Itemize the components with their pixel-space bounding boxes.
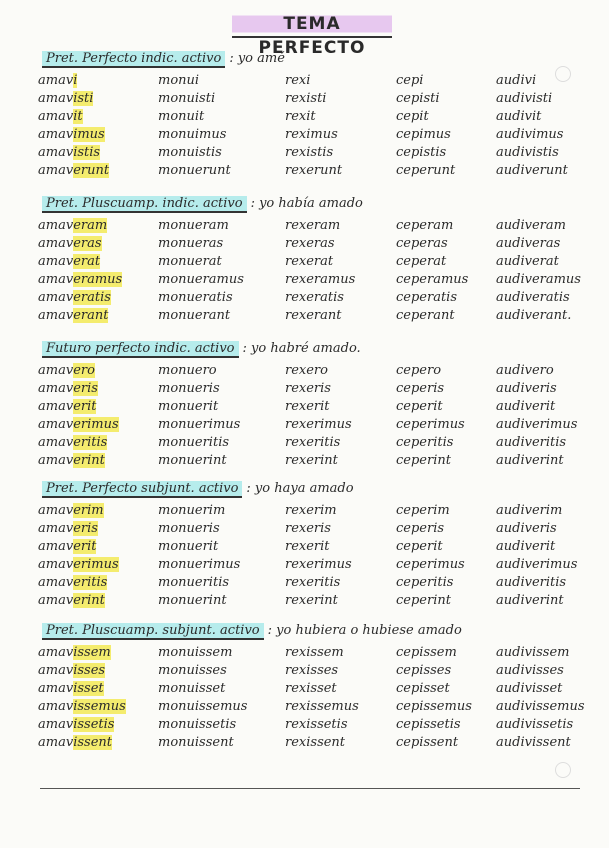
tense-meaning: : yo haya amado — [246, 481, 354, 496]
ending-highlight: isti — [73, 91, 94, 106]
verb-column — [158, 362, 240, 470]
verb-form: amaverit — [38, 399, 97, 414]
verb-form: rexerimus — [285, 557, 352, 572]
verb-form: amaveris — [38, 521, 98, 536]
verb-column — [496, 502, 577, 610]
verb-form: monuit — [158, 109, 205, 124]
tense-label: Pret. Pluscuamp. subjunt. activo — [42, 623, 264, 640]
ending-highlight: issem — [73, 645, 111, 660]
verb-form: monuero — [158, 363, 217, 378]
verb-form: ceperas — [396, 236, 448, 251]
verb-form: monuerit — [158, 539, 219, 554]
tense-header — [42, 50, 285, 68]
ending-highlight: erit — [73, 399, 97, 414]
ending-highlight: it — [73, 109, 83, 124]
verb-column — [285, 362, 352, 470]
verb-form: audivissemus — [496, 699, 585, 714]
verb-form: rexeramus — [285, 272, 356, 287]
tense-header — [42, 480, 354, 498]
tense-label: Pret. Pluscuamp. indic. activo — [42, 196, 247, 213]
verb-column — [158, 72, 231, 180]
verb-form: audivissent — [496, 735, 571, 750]
ending-highlight: issetis — [73, 717, 115, 732]
verb-form: audiverunt — [496, 163, 568, 178]
verb-form: amavi — [38, 73, 78, 88]
verb-form: rexistis — [285, 145, 334, 160]
verb-form: monuerant — [158, 308, 231, 323]
verb-column — [396, 502, 465, 610]
verb-form: reximus — [285, 127, 338, 142]
verb-form: amaveris — [38, 381, 98, 396]
ending-highlight: erint — [73, 453, 105, 468]
tense-label: Futuro perfecto indic. activo — [42, 341, 239, 358]
verb-column — [38, 72, 109, 180]
verb-form: cepimus — [396, 127, 451, 142]
verb-column — [285, 502, 352, 610]
verb-form: ceperis — [396, 381, 445, 396]
verb-form: monuisset — [158, 681, 226, 696]
verb-form: monuissetis — [158, 717, 237, 732]
verb-form: cepistis — [396, 145, 447, 160]
ending-highlight: eras — [73, 236, 102, 251]
verb-form: audiveris — [496, 521, 557, 536]
tense-label: Pret. Perfecto indic. activo — [42, 51, 225, 68]
verb-form: rexissetis — [285, 717, 348, 732]
verb-form: monuerit — [158, 399, 219, 414]
verb-form: ceperis — [396, 521, 445, 536]
verb-form: rexeritis — [285, 575, 341, 590]
verb-form: monueritis — [158, 435, 230, 450]
ending-highlight: erimus — [73, 557, 119, 572]
verb-form: monueramus — [158, 272, 244, 287]
verb-form: amaveritis — [38, 575, 108, 590]
verb-column — [496, 72, 568, 180]
verb-form: ceperint — [396, 453, 451, 468]
ending-highlight: isset — [73, 681, 104, 696]
verb-column — [38, 502, 119, 610]
verb-form: amaverint — [38, 453, 105, 468]
verb-form: monui — [158, 73, 200, 88]
verb-form: amaveritis — [38, 435, 108, 450]
verb-form: rexeram — [285, 218, 341, 233]
verb-form: audiveras — [496, 236, 561, 251]
verb-form: audivero — [496, 363, 554, 378]
punch-hole — [555, 66, 571, 82]
verb-form: ceperit — [396, 399, 443, 414]
verb-form: ceperunt — [396, 163, 456, 178]
verb-form: rexit — [285, 109, 316, 124]
verb-form: rexerit — [285, 539, 330, 554]
verb-form: monuimus — [158, 127, 227, 142]
verb-form: ceperamus — [396, 272, 469, 287]
verb-form: rexi — [285, 73, 311, 88]
verb-form: audiveritis — [496, 575, 567, 590]
ending-highlight: eram — [73, 218, 108, 233]
verb-column — [396, 362, 465, 470]
verb-column — [285, 72, 342, 180]
verb-form: monueras — [158, 236, 224, 251]
verb-column — [396, 217, 468, 325]
tense-header — [42, 340, 361, 358]
verb-column — [158, 644, 247, 752]
verb-form: rexeris — [285, 521, 331, 536]
verb-column — [285, 644, 359, 752]
verb-form: amavit — [38, 109, 83, 124]
verb-form: audiveritis — [496, 435, 567, 450]
verb-form: audiverat — [496, 254, 559, 269]
verb-form: amavisses — [38, 663, 106, 678]
divider-line — [40, 788, 580, 789]
verb-form: rexerunt — [285, 163, 343, 178]
ending-highlight: ero — [73, 363, 95, 378]
verb-form: rexerint — [285, 453, 338, 468]
ending-highlight: eramus — [73, 272, 123, 287]
verb-form: rexeritis — [285, 435, 341, 450]
verb-form: cepisset — [396, 681, 450, 696]
ending-highlight: eris — [73, 521, 98, 536]
verb-form: ceperant — [396, 308, 455, 323]
verb-form: audiverim — [496, 503, 563, 518]
verb-form: ceperit — [396, 539, 443, 554]
verb-form: monueram — [158, 218, 229, 233]
verb-form: audiverit — [496, 539, 556, 554]
verb-column — [158, 502, 240, 610]
verb-form: monuistis — [158, 145, 222, 160]
verb-form: amaverim — [38, 503, 104, 518]
verb-form: ceperimus — [396, 417, 465, 432]
verb-form: rexeratis — [285, 290, 344, 305]
verb-form: ceperatis — [396, 290, 458, 305]
verb-form: cepero — [396, 363, 442, 378]
ending-highlight: i — [73, 73, 78, 88]
verb-form: amavissemus — [38, 699, 126, 714]
verb-form: rexisses — [285, 663, 339, 678]
ending-highlight: erimus — [73, 417, 119, 432]
verb-form: cepit — [396, 109, 429, 124]
verb-form: rexerat — [285, 254, 334, 269]
verb-form: monuisses — [158, 663, 227, 678]
ending-highlight: eritis — [73, 435, 108, 450]
ending-highlight: erint — [73, 593, 105, 608]
verb-column — [496, 362, 577, 470]
tense-meaning: : yo habré amado. — [242, 341, 361, 356]
verb-form: audiverint — [496, 453, 564, 468]
ending-highlight: eritis — [73, 575, 108, 590]
verb-form: audivisset — [496, 681, 563, 696]
verb-form: rexerimus — [285, 417, 352, 432]
verb-form: amaverit — [38, 539, 97, 554]
tense-label: Pret. Perfecto subjunt. activo — [42, 481, 242, 498]
verb-column — [496, 644, 585, 752]
verb-form: audiveramus — [496, 272, 581, 287]
punch-hole — [555, 762, 571, 778]
ending-highlight: erat — [73, 254, 101, 269]
verb-column — [285, 217, 355, 325]
verb-form: cepisses — [396, 663, 452, 678]
verb-form: audivissem — [496, 645, 570, 660]
ending-highlight: eris — [73, 381, 98, 396]
verb-form: rexeris — [285, 381, 331, 396]
verb-form: monuerim — [158, 503, 226, 518]
ending-highlight: istis — [73, 145, 101, 160]
verb-form: audiverant. — [496, 308, 572, 323]
verb-form: audivimus — [496, 127, 564, 142]
verb-form: audiverimus — [496, 417, 578, 432]
verb-form: monuerint — [158, 453, 227, 468]
verb-form: monueratis — [158, 290, 233, 305]
verb-form: rexero — [285, 363, 328, 378]
verb-form: amavissem — [38, 645, 111, 660]
ending-highlight: erunt — [73, 163, 110, 178]
verb-form: audiveram — [496, 218, 566, 233]
verb-form: monuissent — [158, 735, 234, 750]
verb-form: ceperat — [396, 254, 447, 269]
verb-column — [38, 217, 122, 325]
ending-highlight: erit — [73, 539, 97, 554]
verb-form: monueritis — [158, 575, 230, 590]
verb-form: rexisti — [285, 91, 327, 106]
ending-highlight: imus — [73, 127, 105, 142]
verb-form: amavimus — [38, 127, 105, 142]
page-title: TEMA PERFECTO — [232, 12, 392, 38]
verb-form: amavissent — [38, 735, 112, 750]
verb-form: amavistis — [38, 145, 101, 160]
verb-form: cepi — [396, 73, 424, 88]
verb-form: rexeras — [285, 236, 335, 251]
verb-form: cepissent — [396, 735, 459, 750]
verb-form: ceperam — [396, 218, 454, 233]
tense-meaning: : yo había amado — [250, 196, 363, 211]
verb-form: audiveratis — [496, 290, 570, 305]
verb-form: amaverat — [38, 254, 101, 269]
verb-form: ceperimus — [396, 557, 465, 572]
verb-form: audiveris — [496, 381, 557, 396]
verb-form: cepissetis — [396, 717, 461, 732]
verb-form: amavisti — [38, 91, 94, 106]
verb-form: audivit — [496, 109, 542, 124]
verb-column — [396, 644, 472, 752]
verb-form: audivistis — [496, 145, 559, 160]
verb-form: rexissem — [285, 645, 344, 660]
verb-form: cepissemus — [396, 699, 472, 714]
verb-form: amavissetis — [38, 717, 115, 732]
verb-form: rexisset — [285, 681, 337, 696]
verb-form: amaverimus — [38, 417, 119, 432]
verb-form: rexissemus — [285, 699, 359, 714]
verb-form: amaveras — [38, 236, 102, 251]
verb-form: rexissent — [285, 735, 346, 750]
tense-meaning: : yo hubiera o hubiese amado — [267, 623, 462, 638]
verb-form: monuerat — [158, 254, 222, 269]
verb-form: monuerimus — [158, 557, 241, 572]
verb-form: monueris — [158, 381, 220, 396]
verb-form: monuissemus — [158, 699, 248, 714]
verb-form: cepisti — [396, 91, 440, 106]
verb-form: monuissem — [158, 645, 233, 660]
verb-form: ceperint — [396, 593, 451, 608]
verb-form: rexerint — [285, 593, 338, 608]
verb-form: rexerim — [285, 503, 337, 518]
verb-column — [496, 217, 581, 325]
verb-form: amaverant — [38, 308, 109, 323]
ending-highlight: isses — [73, 663, 106, 678]
verb-form: amaverint — [38, 593, 105, 608]
ending-highlight: issemus — [73, 699, 126, 714]
tense-meaning: : yo amé — [229, 51, 285, 66]
ending-highlight: eratis — [73, 290, 111, 305]
verb-form: audiverit — [496, 399, 556, 414]
verb-form: ceperim — [396, 503, 450, 518]
verb-form: amaveramus — [38, 272, 123, 287]
tense-header — [42, 195, 363, 213]
verb-form: audivisses — [496, 663, 564, 678]
verb-column — [158, 217, 244, 325]
verb-form: amaveratis — [38, 290, 111, 305]
verb-form: amavero — [38, 363, 95, 378]
ending-highlight: issent — [73, 735, 112, 750]
verb-column — [38, 644, 126, 752]
verb-form: audivisti — [496, 91, 553, 106]
ending-highlight: erim — [73, 503, 104, 518]
verb-form: audivi — [496, 73, 537, 88]
verb-form: audiverimus — [496, 557, 578, 572]
verb-form: ceperitis — [396, 435, 454, 450]
verb-form: cepissem — [396, 645, 457, 660]
verb-form: rexerit — [285, 399, 330, 414]
verb-form: monuerint — [158, 593, 227, 608]
verb-form: audivissetis — [496, 717, 574, 732]
verb-form: monuerunt — [158, 163, 231, 178]
verb-form: amaveram — [38, 218, 108, 233]
verb-form: monueris — [158, 521, 220, 536]
verb-form: amaverimus — [38, 557, 119, 572]
verb-form: ceperitis — [396, 575, 454, 590]
verb-column — [38, 362, 119, 470]
verb-form: monuerimus — [158, 417, 241, 432]
verb-form: monuisti — [158, 91, 216, 106]
verb-form: rexerant — [285, 308, 342, 323]
verb-form: amavisset — [38, 681, 104, 696]
tense-header — [42, 622, 462, 640]
verb-column — [396, 72, 455, 180]
verb-form: audiverint — [496, 593, 564, 608]
verb-form: amaverunt — [38, 163, 110, 178]
ending-highlight: erant — [73, 308, 109, 323]
